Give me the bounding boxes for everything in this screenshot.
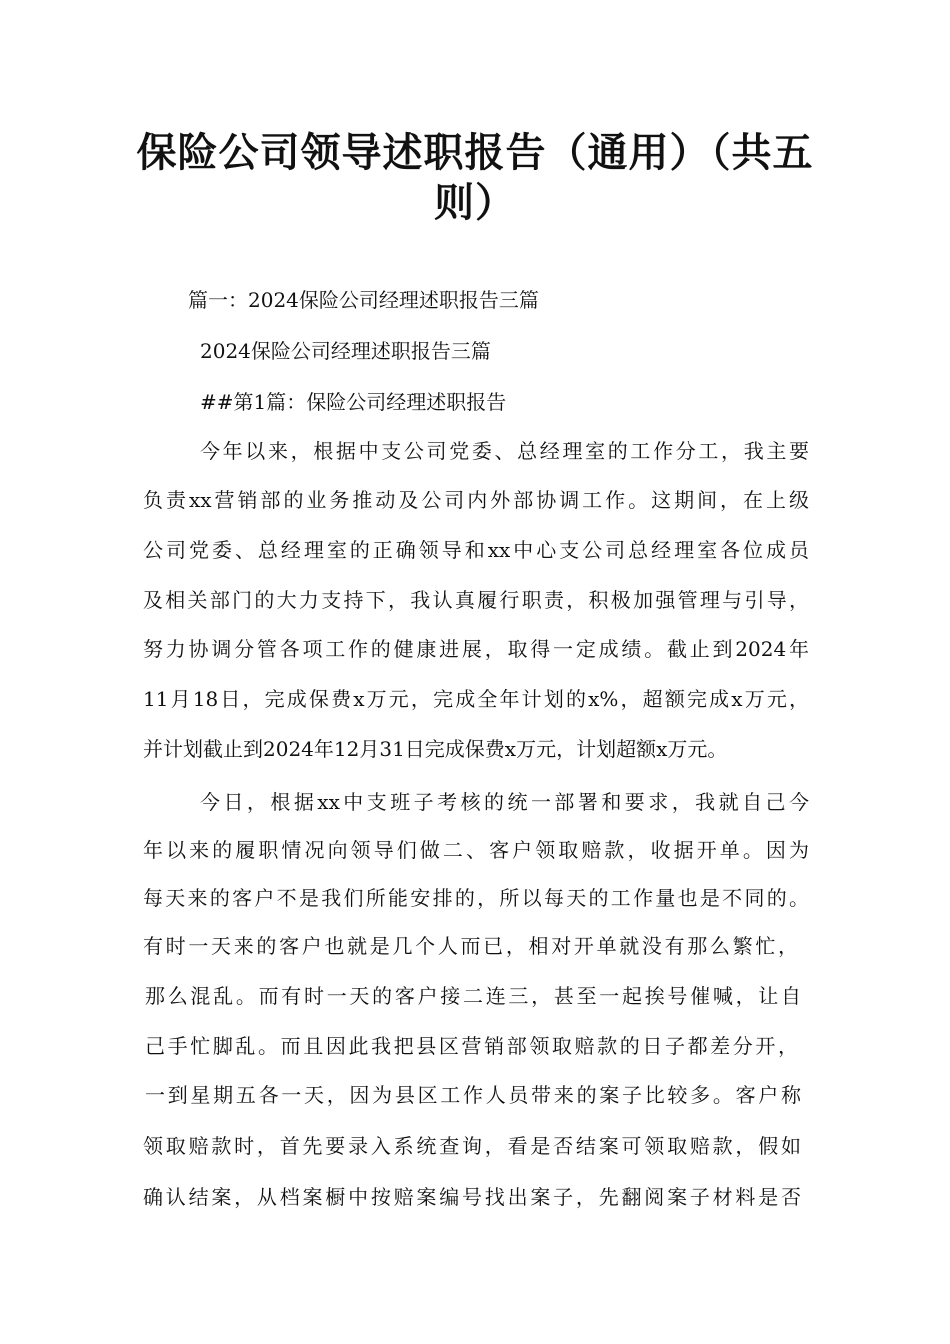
paragraph-2-line: 确认结案，从档案橱中按赔案编号找出案子，先翻阅案子材料是否 bbox=[143, 1185, 801, 1209]
paragraph-2-line: 有时一天来的客户也就是几个人而已，相对开单就没有那么繁忙， bbox=[143, 934, 798, 958]
paragraph-1-line: 努力协调分管各项工作的健康进展，取得一定成绩。截止到2024年 bbox=[143, 637, 809, 661]
paragraph-2-line: 年以来的履职情况向领导们做二、客户领取赔款，收据开单。因为 bbox=[143, 838, 809, 862]
paragraph-1-line: 11月18日，完成保费x万元，完成全年计划的x%，超额完成x万元， bbox=[143, 687, 809, 711]
paragraph-1-line: 并计划截止到2024年12月31日完成保费x万元，计划超额x万元。 bbox=[143, 737, 728, 761]
paragraph-2-line: 每天来的客户不是我们所能安排的，所以每天的工作量也是不同的。 bbox=[143, 886, 809, 910]
paragraph-2-line: 一到星期五各一天，因为县区工作人员带来的案子比较多。客户称 bbox=[145, 1083, 801, 1107]
article-heading: ##第1篇：保险公司经理述职报告 bbox=[200, 390, 507, 414]
title-line-1: 保险公司领导述职报告（通用）（共五 bbox=[136, 130, 814, 176]
title-line-2: 则） bbox=[434, 180, 516, 226]
paragraph-2-line: 己手忙脚乱。而且因此我把县区营销部领取赔款的日子都差分开， bbox=[145, 1034, 798, 1058]
paragraph-1-line: 负责xx营销部的业务推动及公司内外部协调工作。这期间，在上级 bbox=[143, 488, 809, 512]
paragraph-2-line: 那么混乱。而有时一天的客户接二连三，甚至一起挨号催喊，让自 bbox=[145, 984, 801, 1008]
paragraph-1-line: 公司党委、总经理室的正确领导和xx中心支公司总经理室各位成员 bbox=[143, 538, 809, 562]
section-heading: 篇一：2024保险公司经理述职报告三篇 bbox=[188, 288, 539, 312]
paragraph-1-line: 今年以来，根据中支公司党委、总经理室的工作分工，我主要 bbox=[200, 439, 809, 463]
paragraph-2-line: 今日，根据xx中支班子考核的统一部署和要求，我就自己今 bbox=[200, 790, 809, 814]
paragraph-2-line: 领取赔款时，首先要录入系统查询，看是否结案可领取赔款，假如 bbox=[143, 1134, 801, 1158]
subsection-heading: 2024保险公司经理述职报告三篇 bbox=[200, 339, 491, 363]
document-title bbox=[120, 128, 830, 228]
paragraph-1-line: 及相关部门的大力支持下，我认真履行职责，积极加强管理与引导， bbox=[143, 588, 809, 612]
